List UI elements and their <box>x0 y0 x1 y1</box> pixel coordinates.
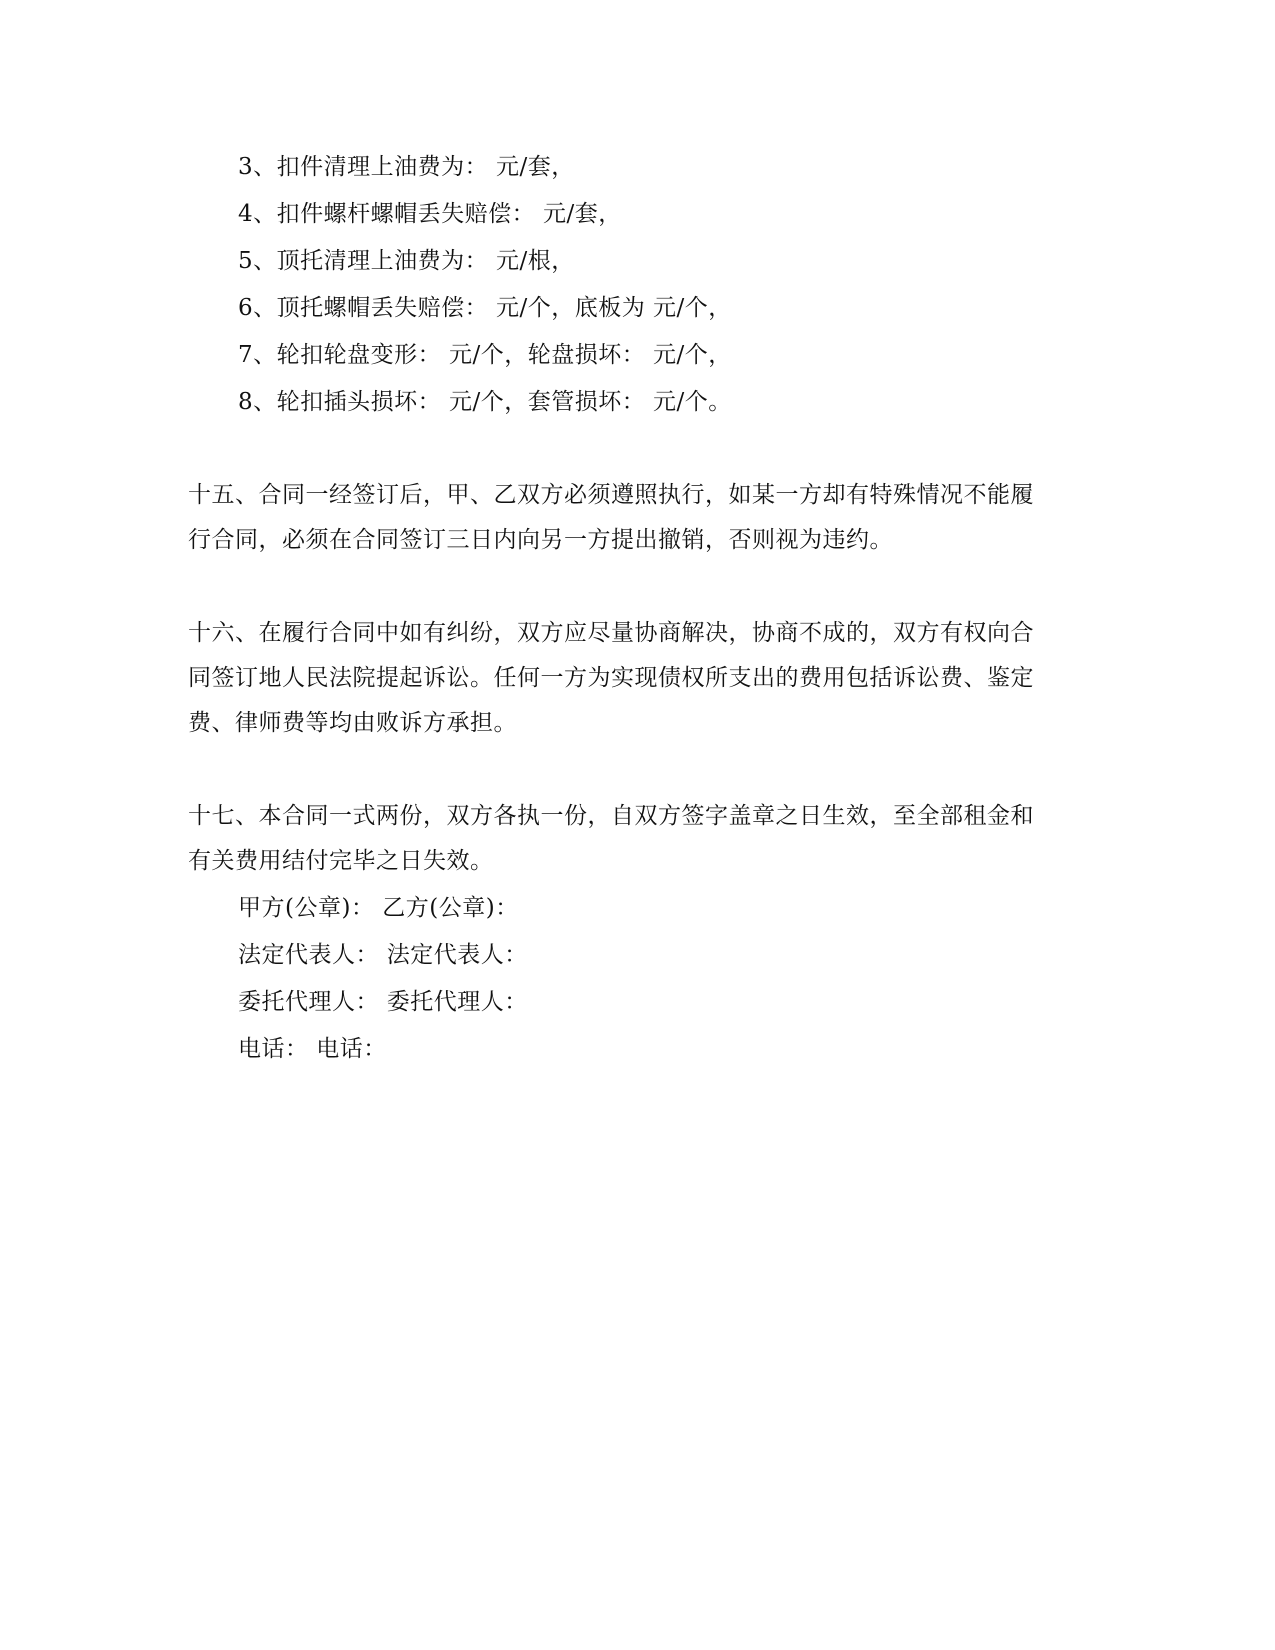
signature-agent-line: 委托代理人： 委托代理人： <box>238 989 528 1015</box>
fee-item-5: 5、顶托清理上油费为： 元/根， <box>238 248 575 274</box>
clause-16-line-1: 十六、在履行合同中如有纠纷，双方应尽量协商解决，协商不成的，双方有权向合 <box>188 620 1034 646</box>
clause-16-line-2: 同签订地人民法院提起诉讼。任何一方为实现债权所支出的费用包括诉讼费、鉴定 <box>188 665 1034 691</box>
fee-item-7: 7、轮扣轮盘变形： 元/个，轮盘损坏： 元/个， <box>238 342 732 368</box>
signature-seal-line: 甲方(公章)： 乙方(公章)： <box>238 895 519 921</box>
clause-17-line-2: 有关费用结付完毕之日失效。 <box>188 848 494 874</box>
fee-item-4: 4、扣件螺杆螺帽丢失赔偿： 元/套， <box>238 201 622 227</box>
fee-item-3: 3、扣件清理上油费为： 元/套， <box>238 154 575 180</box>
clause-15-line-1: 十五、合同一经签订后，甲、乙双方必须遵照执行，如某一方却有特殊情况不能履 <box>188 482 1034 508</box>
clause-16-line-3: 费、律师费等均由败诉方承担。 <box>188 710 517 736</box>
fee-item-8: 8、轮扣插头损坏： 元/个，套管损坏： 元/个。 <box>238 389 732 415</box>
fee-item-6: 6、顶托螺帽丢失赔偿： 元/个，底板为 元/个， <box>238 295 732 321</box>
signature-phone-line: 电话： 电话： <box>238 1036 387 1062</box>
clause-17-line-1: 十七、本合同一式两份，双方各执一份，自双方签字盖章之日生效，至全部租金和 <box>188 803 1034 829</box>
clause-15-line-2: 行合同，必须在合同签订三日内向另一方提出撤销，否则视为违约。 <box>188 527 893 553</box>
signature-legal-rep-line: 法定代表人： 法定代表人： <box>238 942 528 968</box>
